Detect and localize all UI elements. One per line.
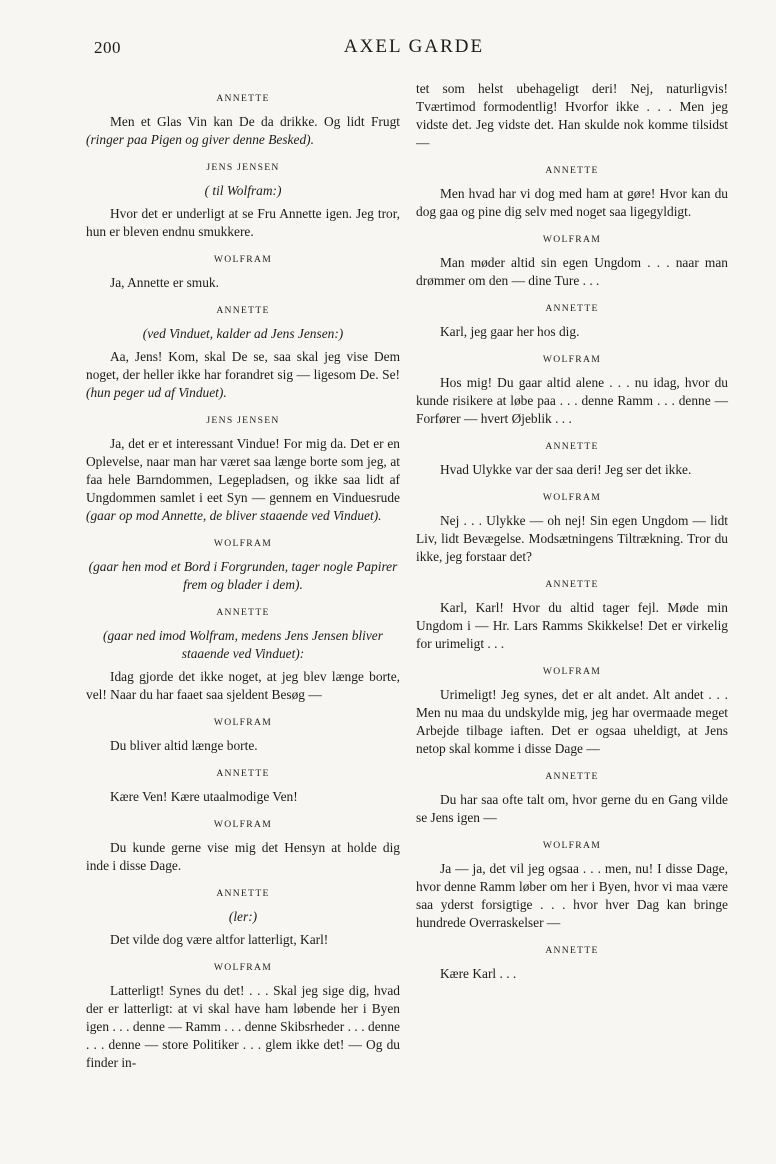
speaker-name: JENS JENSEN: [206, 162, 280, 173]
speech-text: Du kunde gerne vise mig det Hensyn at holde dig inde i disse Dage.: [86, 840, 400, 873]
speaker-name: ANNETTE: [216, 607, 270, 618]
speaker-name: WOLFRAM: [542, 234, 602, 245]
stage-direction: (ler:): [228, 909, 258, 924]
speech-text: Men et Glas Vin kan De da drikke. Og lidt Frugt (ringer paa Pigen og giver denne Besked).: [86, 114, 400, 147]
speaker-name: ANNETTE: [545, 579, 599, 590]
speaker-name: WOLFRAM: [213, 538, 273, 549]
speech-text: Karl, Karl! Hvor du altid tager fejl. Møde min Ungdom i — Hr. Lars Ramms Skikkelse! Det er virkelig for urimeligt . . .: [416, 600, 728, 651]
speaker-name: WOLFRAM: [213, 962, 273, 973]
speech-text: Hvor det er underligt at se Fru Annette igen. Jeg tror, hun er bleven endnu smukkere.: [86, 206, 400, 239]
stage-direction: (ved Vinduet, kalder ad Jens Jensen:): [142, 326, 344, 341]
speech-text: Kære Karl . . .: [440, 966, 517, 981]
speaker-name: ANNETTE: [216, 888, 270, 899]
speech-text: Aa, Jens! Kom, skal De se, saa skal jeg vise Dem noget, der heller ikke har forandret sig — ligesom De. Se! (hun peger ud af Vinduet).: [86, 349, 400, 400]
speech-text: Ja, det er et interessant Vindue! For mig da. Det er en Oplevelse, naar man har været saa længe borte som jeg, at faa hele Barndommen, Legepladsen, og ikke saa lidt af Ungdommen samlet i eet Syn — gennem en Vinduesrude (gaar op mod Annette, de bliver staaende ved Vinduet).: [86, 436, 400, 523]
speech-text: Latterligt! Synes du det! . . . Skal jeg sige dig, hvad der er latterligt: at vi skal have ham løbende her i Byen igen . . . denne — Ramm . . . denne Skibsrheder . . . denne . . . denne — store Politiker . . . glem ikke det! — Og du finder in-: [86, 983, 400, 1070]
speaker-name: ANNETTE: [545, 303, 599, 314]
speaker-name: WOLFRAM: [542, 840, 602, 851]
stage-direction: (gaar hen mod et Bord i Forgrunden, tager nogle Papirer frem og blader i dem).: [88, 559, 398, 592]
page-number: 200: [94, 38, 121, 57]
speaker-name: ANNETTE: [216, 305, 270, 316]
speech-text: Hos mig! Du gaar altid alene . . . nu idag, hvor du kunde risikere at løbe paa . . . denne Ramm . . . denne — Forfører — hvert Øjeblik . . .: [416, 375, 728, 426]
inline-stage-direction: (hun peger ud af Vinduet).: [86, 385, 227, 400]
speech-text: Du bliver altid længe borte.: [110, 738, 258, 753]
speaker-name: WOLFRAM: [542, 354, 602, 365]
inline-stage-direction: (ringer paa Pigen og giver denne Besked).: [86, 132, 314, 147]
speech-continuation: tet som helst ubehageligt deri! Nej, naturligvis! Tværtimod formodentlig! Hvorfor ikke . . . Men jeg vidste det. Jeg vidste det. Han skulde nok komme tilsidst —: [416, 81, 728, 150]
speech-text: Idag gjorde det ikke noget, at jeg blev længe borte, vel! Naar du har faaet saa sjeldent Besøg —: [86, 669, 400, 702]
speech-text: Ja — ja, det vil jeg ogsaa . . . men, nu! I disse Dage, hvor denne Ramm løber om her i Byen, hvor vi maa være saa yderst forsigtige . . . hvor hver Dag kan bringe hundrede Overraskelser —: [416, 861, 728, 930]
left-column: [86, 80, 400, 1076]
speaker-name: ANNETTE: [216, 768, 270, 779]
speaker-name: WOLFRAM: [542, 492, 602, 503]
speaker-name: ANNETTE: [545, 771, 599, 782]
speech-text: Men hvad har vi dog med ham at gøre! Hvor kan du dog gaa og pine dig selv med noget saa ligegyldigt.: [416, 186, 728, 219]
speaker-name: WOLFRAM: [213, 717, 273, 728]
speech-text: Det vilde dog være altfor latterligt, Karl!: [110, 932, 329, 947]
speaker-name: WOLFRAM: [542, 666, 602, 677]
speaker-name: WOLFRAM: [213, 819, 273, 830]
speech-text: Kære Ven! Kære utaalmodige Ven!: [110, 789, 298, 804]
speaker-name: JENS JENSEN: [206, 415, 280, 426]
right-column: [416, 80, 728, 987]
speech-text: Ja, Annette er smuk.: [110, 275, 219, 290]
speaker-name: ANNETTE: [545, 441, 599, 452]
speech-text: Karl, jeg gaar her hos dig.: [440, 324, 580, 339]
speaker-name: ANNETTE: [545, 165, 599, 176]
speech-text: Urimeligt! Jeg synes, det er alt andet. Alt andet . . . Men nu maa du undskylde mig, jeg har overmaade meget Arbejde tilbage iaften. Det er ogsaa uheldigt, at Jens netop skal komme i disse Dage —: [416, 687, 728, 756]
speech-text: Du har saa ofte talt om, hvor gerne du en Gang vilde se Jens igen —: [416, 792, 728, 825]
running-title: AXEL GARDE: [343, 36, 485, 57]
speaker-name: ANNETTE: [545, 945, 599, 956]
speech-text: Nej . . . Ulykke — oh nej! Sin egen Ungdom — lidt Liv, lidt Bevægelse. Modsætningens Tiltrækning. Tror du ikke, jeg forstaar det?: [416, 513, 728, 564]
inline-stage-direction: (gaar op mod Annette, de bliver staaende ved Vinduet).: [86, 508, 382, 523]
speech-text: Man møder altid sin egen Ungdom . . . naar man drømmer om den — dine Ture . . .: [416, 255, 728, 288]
speaker-name: WOLFRAM: [213, 254, 273, 265]
speaker-name: ANNETTE: [216, 93, 270, 104]
stage-direction: (gaar ned imod Wolfram, medens Jens Jensen bliver staaende ved Vinduet):: [103, 628, 383, 661]
page-header: [94, 36, 734, 66]
stage-direction: ( til Wolfram:): [204, 183, 282, 198]
speech-text: Hvad Ulykke var der saa deri! Jeg ser det ikke.: [440, 462, 692, 477]
